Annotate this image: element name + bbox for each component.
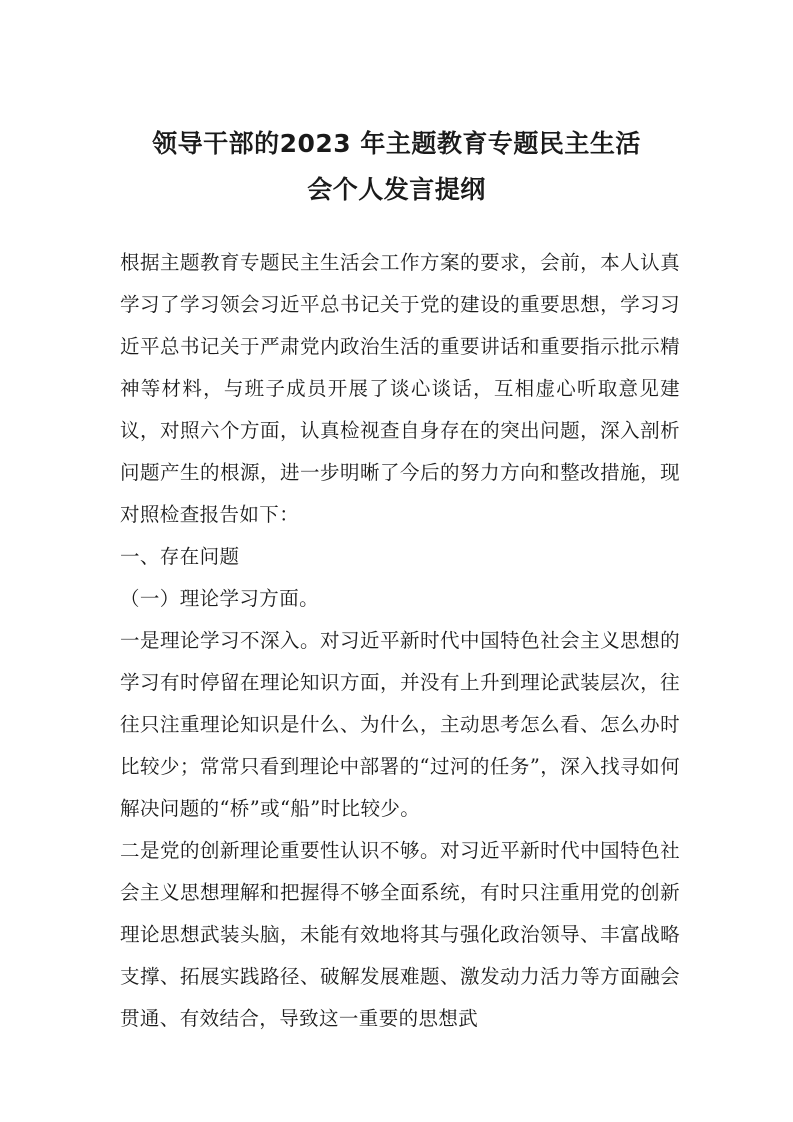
document-body [120,242,680,1040]
paragraph-point-two: 二是党的创新理论重要性认识不够。对习近平新时代中国特色社会主义思想理解和把握得不够全面系统，有时只注重用党的创新理论思想武装头脑，未能有效地将其与强化政治领导、丰富战略支撑、拓展实践路径、破解发展难题、激发动力活力等方面融会贯通、有效结合，导致这一重要的思想武 [120,839,680,1030]
paragraph-point-one: 一是理论学习不深入。对习近平新时代中国特色社会主义思想的学习有时停留在理论知识方面，并没有上升到理论武装层次，往往只注重理论知识是什么、为什么，主动思考怎么看、怎么办时比较少；常常只看到理论中部署的“过河的任务”，深入找寻如何解决问题的“桥”或“船”时比较少。 [120,629,680,820]
paragraph-intro: 根据主题教育专题民主生活会工作方案的要求，会前，本人认真学习了学习领会习近平总书记关于党的建设的重要思想，学习习近平总书记关于严肃党内政治生活的重要讲话和重要指示批示精神等材料，与班子成员开展了谈心谈话，互相虚心听取意见建议，对照六个方面，认真检视查自身存在的突出问题，深入剖析问题产生的根源，进一步明晰了今后的努力方向和整改措施，现对照检查报告如下： [120,251,680,526]
document-title-line-2: 会个人发言提纲 [307,175,486,204]
document-title-line-1: 领导干部的2023 年主题教育专题民主生活 [152,129,641,158]
subsection-heading-theory: （一）理论学习方面。 [120,587,320,610]
section-heading-problems: 一、存在问题 [120,545,240,568]
